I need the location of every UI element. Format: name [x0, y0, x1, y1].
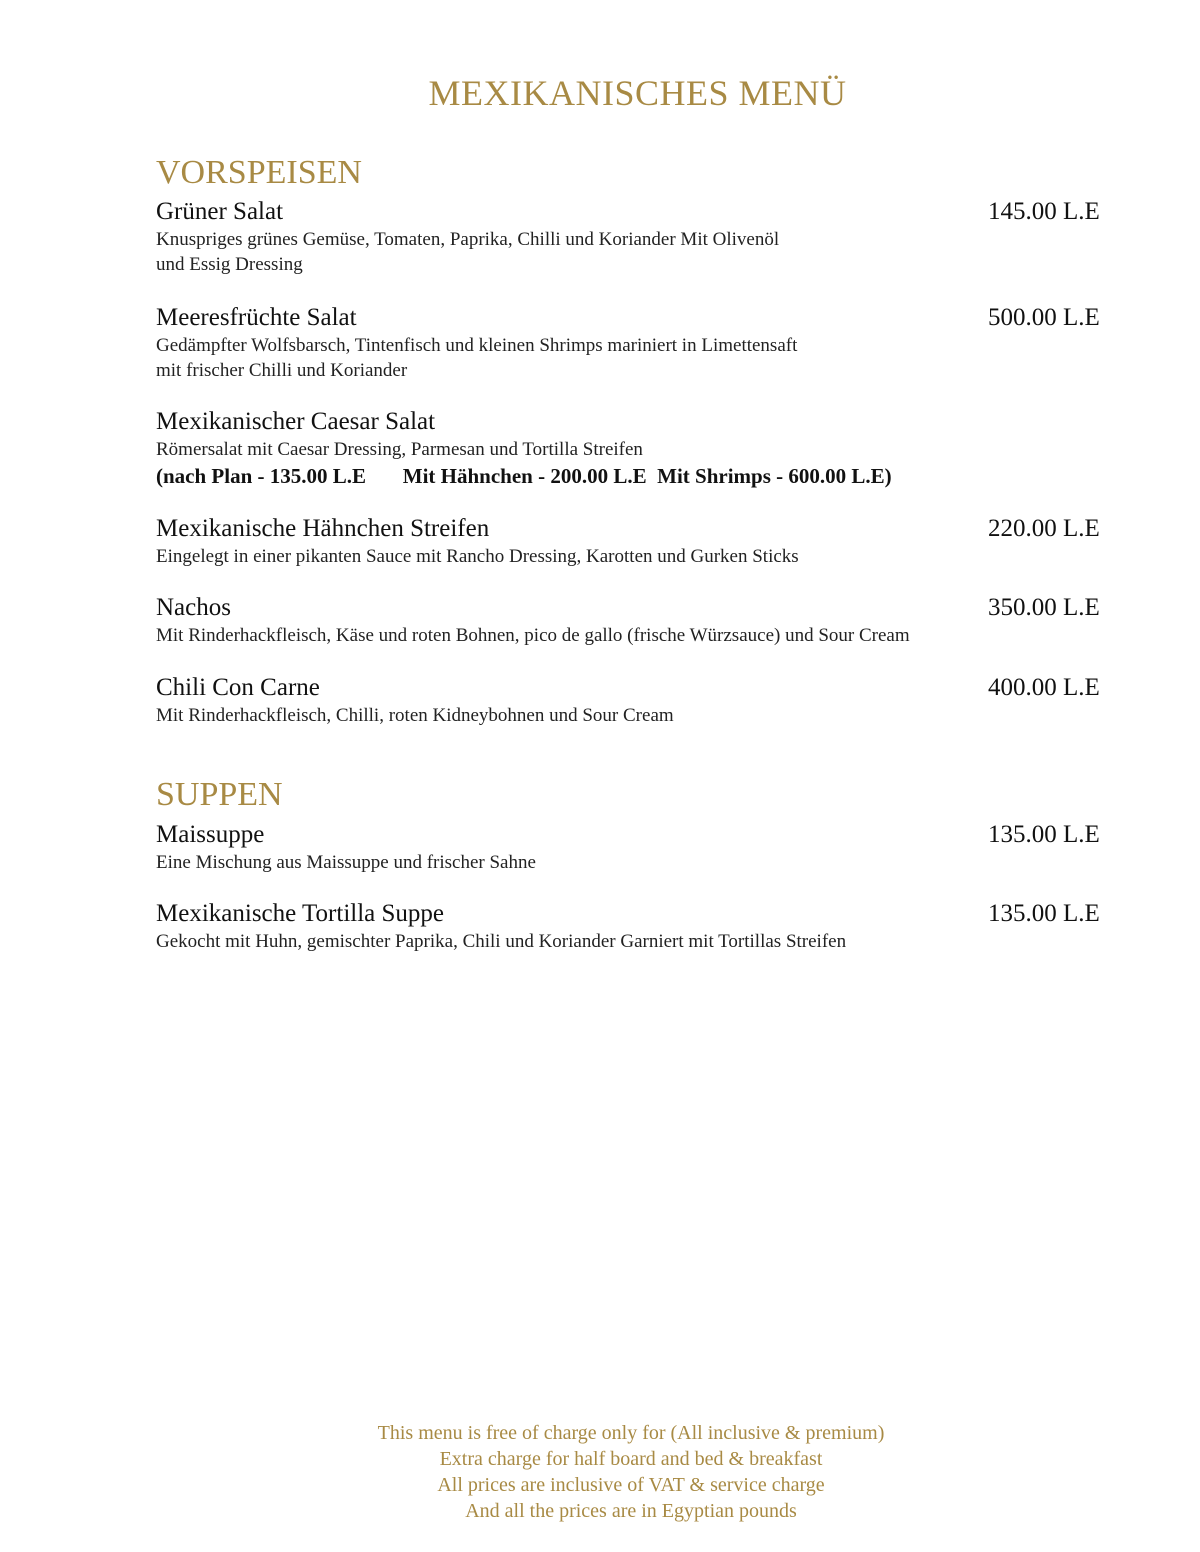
menu-item [156, 515, 1136, 569]
section-heading-vorspeisen: VORSPEISEN [156, 154, 362, 191]
menu-item [156, 304, 1136, 383]
item-description: Eine Mischung aus Maissuppe und frischer Sahne [156, 852, 536, 873]
item-name: Maissuppe [156, 821, 265, 848]
item-price: 400.00 L.E [988, 674, 1100, 701]
item-price: 220.00 L.E [988, 515, 1100, 542]
footer-line: This menu is free of charge only for (All inclusive & premium) [377, 1422, 885, 1444]
section-heading-suppen: SUPPEN [156, 776, 283, 813]
item-price: 135.00 L.E [988, 821, 1100, 848]
item-price: 500.00 L.E [988, 304, 1100, 331]
item-name: Nachos [156, 594, 231, 621]
menu-item [156, 198, 1136, 277]
item-name: Meeresfrüchte Salat [156, 304, 357, 331]
item-description: Mit Rinderhackfleisch, Chilli, roten Kidneybohnen und Sour Cream [156, 705, 674, 726]
item-name: Grüner Salat [156, 198, 284, 225]
menu-item [156, 674, 1136, 728]
menu-item [156, 408, 1136, 490]
item-price: 350.00 L.E [988, 594, 1100, 621]
footer-line: Extra charge for half board and bed & breakfast [439, 1448, 823, 1470]
menu-footer [0, 1420, 1200, 1524]
menu-item [156, 821, 1136, 875]
item-description: Römersalat mit Caesar Dressing, Parmesan und Tortilla Streifen [156, 439, 643, 460]
menu-title: MEXIKANISCHES MENÜ [428, 73, 847, 113]
item-price-variants: (nach Plan - 135.00 L.E Mit Hähnchen - 200.00 L.E Mit Shrimps - 600.00 L.E) [156, 464, 892, 488]
menu-item [156, 594, 1136, 648]
item-name: Chili Con Carne [156, 674, 320, 701]
item-name: Mexikanische Tortilla Suppe [156, 900, 445, 927]
footer-line: And all the prices are in Egyptian pounds [465, 1500, 797, 1522]
footer-line: All prices are inclusive of VAT & service charge [437, 1474, 825, 1496]
item-name: Mexikanischer Caesar Salat [156, 408, 436, 435]
item-description: Gedämpfter Wolfsbarsch, Tintenfisch und kleinen Shrimps mariniert in Limettensaft mit frischer Chilli und Koriander [156, 335, 798, 381]
item-name: Mexikanische Hähnchen Streifen [156, 515, 490, 542]
menu-item [156, 900, 1136, 954]
item-description: Gekocht mit Huhn, gemischter Paprika, Chili und Koriander Garniert mit Tortillas Streifen [156, 931, 847, 952]
item-price: 135.00 L.E [988, 900, 1100, 927]
item-description: Mit Rinderhackfleisch, Käse und roten Bohnen, pico de gallo (frische Würzsauce) und Sour Cream [156, 625, 910, 646]
item-price: 145.00 L.E [988, 198, 1100, 225]
item-description: Eingelegt in einer pikanten Sauce mit Rancho Dressing, Karotten und Gurken Sticks [156, 546, 799, 567]
item-description: Knuspriges grünes Gemüse, Tomaten, Paprika, Chilli und Koriander Mit Olivenöl und Essig Dressing [156, 229, 780, 275]
